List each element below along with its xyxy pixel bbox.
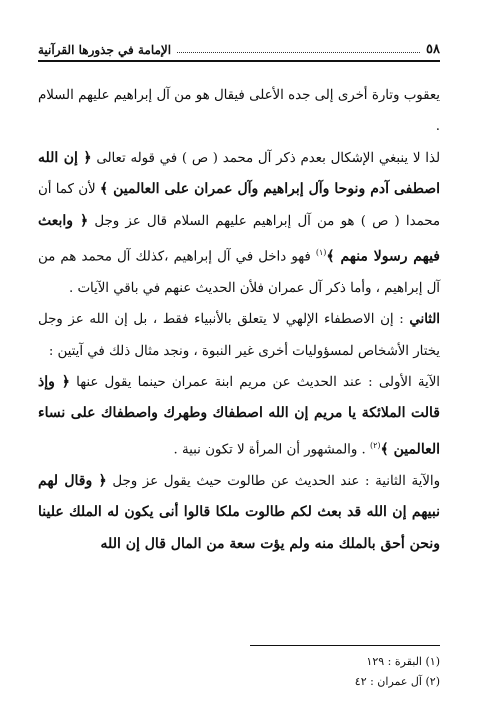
paragraph	[38, 80, 440, 143]
quran-verse: ﴿ وقال لهم نبيهم إن الله قد بعث لكم طالوت ملكا قالوا أنى يكون له الملك علينا ونحن أحق بالملك منه ولم يؤت سعة من المال قال إن الله	[38, 472, 440, 552]
running-header	[38, 37, 440, 57]
text-segment: يعقوب وتارة أخرى إلى جده الأعلى فيقال هو من آل إبراهيم عليهم السلام .	[38, 88, 440, 135]
footnote: (١) البقرة : ١٢٩	[366, 655, 440, 668]
paragraph	[38, 466, 440, 560]
text-segment: لذا لا ينبغي الإشكال بعدم ذكر آل محمد ( ص ) في قوله تعالى	[91, 150, 440, 166]
running-title: الإمامة في جذورها القرآنية	[38, 43, 172, 57]
footnote-ref: (٢)	[369, 440, 381, 450]
header-rule	[38, 60, 440, 62]
text-segment: : إن الاصطفاء الإلهي لا يتعلق بالأنبياء فقط ، بل إن الله عز وجل يختار الأشخاص لمسؤوليات أخرى غير النبوة ، ونجد مثال ذلك في آيتين :	[38, 312, 440, 359]
text-segment: الآية الأولى : عند الحديث عن مريم ابنة عمران حينما يقول عنها	[69, 375, 440, 391]
text-segment: . والمشهور أن المرأة لا تكون نبية .	[173, 442, 370, 458]
footnote-rule	[250, 645, 440, 646]
paragraph	[38, 367, 440, 466]
paragraph	[38, 304, 440, 367]
footnotes	[38, 652, 440, 692]
text-segment: فهو داخل في آل إبراهيم ،كذلك آل محمد هم من آل إبراهيم ، وأما ذكر آل عمران فلأن الحديث عنهم في باقي الآيات .	[38, 249, 440, 296]
paragraph	[38, 143, 440, 304]
text-segment: لأن كما أن محمدا ( ص ) هو من آل إبراهيم عليهم السلام قال عز وجل	[38, 182, 441, 229]
footnote: (٢) آل عمران : ٤٢	[354, 675, 440, 688]
quran-verse: ﴿ إن الله اصطفى آدم ونوحا وآل إبراهيم وآل عمران على العالمين ﴾	[38, 149, 440, 198]
text-segment: والآية الثانية : عند الحديث عن طالوت حيث يقول عز وجل	[106, 473, 440, 489]
point-heading: الثاني	[409, 312, 440, 328]
quran-verse: ﴿ وابعث فيهم رسولا منهم ﴾	[38, 212, 440, 265]
main-text	[38, 80, 440, 560]
header-dot-leader	[177, 52, 420, 53]
quran-verse: ﴿ وإذ قالت الملائكة يا مريم إن الله اصطفاك وطهرك واصطفاك على نساء العالمين ﴾	[38, 374, 440, 458]
footnote-ref: (١)	[315, 248, 327, 258]
page-number: ٥٨	[426, 42, 440, 57]
